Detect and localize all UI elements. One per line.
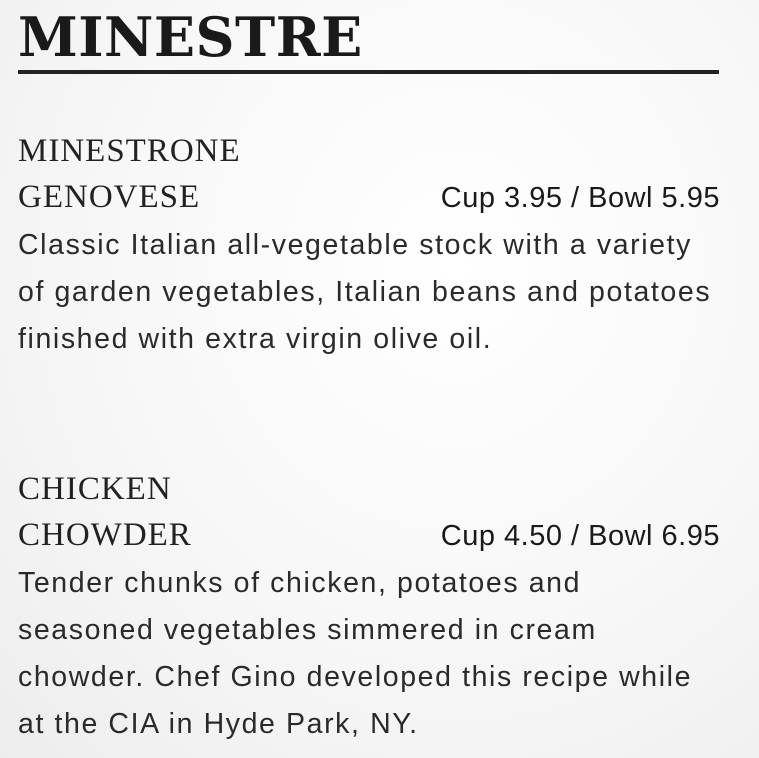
- item-name-price-row: [18, 512, 720, 558]
- item-price: Cup 3.95 / Bowl 5.95: [440, 182, 720, 214]
- item-description: Classic Italian all-vegetable stock with a variety of garden vegetables, Italian beans and potatoes finished with extra virgin olive oil.: [18, 229, 712, 355]
- item-name-line2: CHOWDER: [18, 517, 192, 553]
- section-title: MINESTRE: [18, 5, 363, 69]
- item-name-line1: CHICKEN: [18, 471, 172, 507]
- menu-item-minestrone: [18, 128, 720, 363]
- item-name-line2: GENOVESE: [18, 179, 201, 215]
- item-description: Tender chunks of chicken, potatoes and seasoned vegetables simmered in cream chowder. Chef Gino developed this recipe while at the CIA in Hyde Park, NY.: [18, 567, 693, 740]
- menu-item-chicken-chowder: [18, 466, 720, 748]
- item-name-line1: MINESTRONE: [18, 133, 241, 169]
- item-name-price-row: [18, 174, 720, 220]
- title-double-rule: [18, 70, 719, 74]
- item-price: Cup 4.50 / Bowl 6.95: [440, 520, 720, 552]
